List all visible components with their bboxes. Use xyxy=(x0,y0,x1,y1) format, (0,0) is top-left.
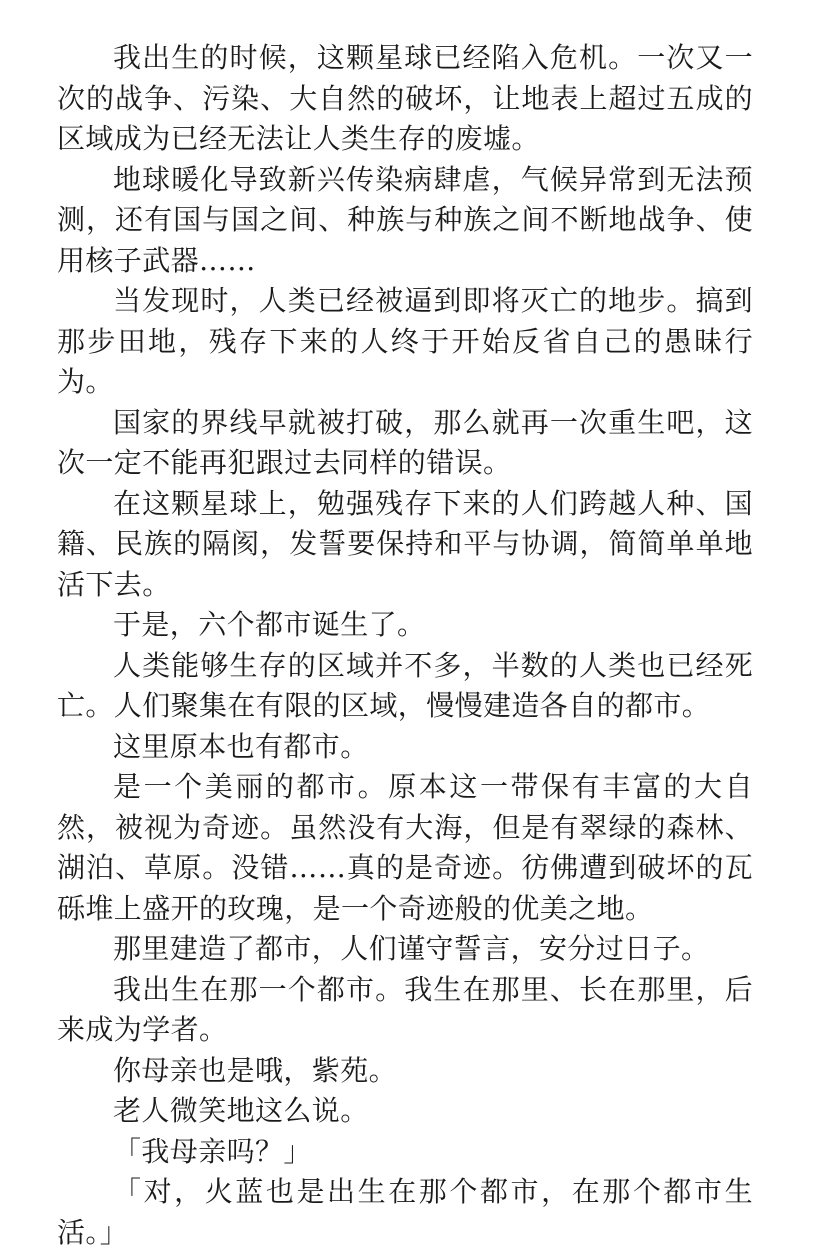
paragraph-6: 于是，六个都市诞生了。 xyxy=(113,608,426,641)
paragraph-1: 我出生的时候，这颗星球已经陷入危机。一次又一次的战争、污染、大自然的破坏，让地表上超过五成的区域成为已经无法让人类生存的废墟。 xyxy=(57,41,753,155)
paragraph-13: 老人微笑地这么说。 xyxy=(113,1094,369,1127)
paragraph-15: 「对，火蓝也是出生在那个都市，在那个都市生活。」 xyxy=(57,1175,753,1249)
paragraph-10: 那里建造了都市，人们谨守誓言，安分过日子。 xyxy=(113,932,710,965)
paragraph-8: 这里原本也有都市。 xyxy=(113,729,369,763)
paragraph-11: 我出生在那一个都市。我生在那里、长在那里，后来成为学者。 xyxy=(57,972,753,1046)
paragraph-12: 你母亲也是哦，紫苑。 xyxy=(113,1053,398,1087)
paragraph-14: 「我母亲吗？」 xyxy=(113,1134,312,1168)
document-page xyxy=(57,38,753,1253)
paragraph-9: 是一个美丽的都市。原本这一带保有丰富的大自然，被视为奇迹。虽然没有大海，但是有翠绿的森林、湖泊、草原。没错……真的是奇迹。彷佛遭到破坏的瓦砾堆上盛开的玫瑰，是一个奇迹般的优美之地。 xyxy=(57,770,753,925)
paragraph-3: 当发现时，人类已经被逼到即将灭亡的地步。搞到那步田地，残存下来的人终于开始反省自己的愚昧行为。 xyxy=(57,284,753,398)
paragraph-2: 地球暖化导致新兴传染病肆虐，气候异常到无法预测，还有国与国之间、种族与种族之间不断地战争、使用核子武器…… xyxy=(57,162,753,277)
paragraph-7: 人类能够生存的区域并不多，半数的人类也已经死亡。人们聚集在有限的区域，慢慢建造各自的都市。 xyxy=(57,648,753,722)
paragraph-5: 在这颗星球上，勉强残存下来的人们跨越人种、国籍、民族的隔阂，发誓要保持和平与协调，简简单单地活下去。 xyxy=(57,486,753,601)
paragraph-4: 国家的界线早就被打破，那么就再一次重生吧，这次一定不能再犯跟过去同样的错误。 xyxy=(57,405,753,479)
